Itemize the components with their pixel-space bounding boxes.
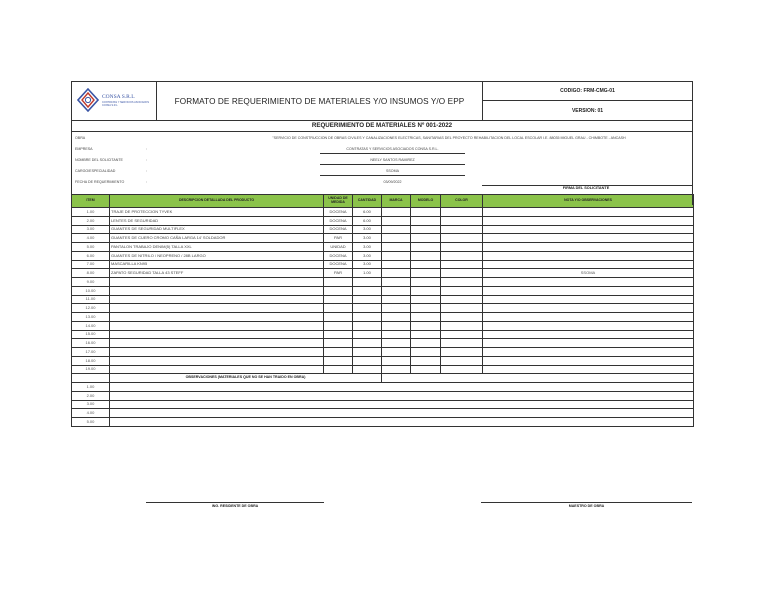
row-unit (324, 321, 353, 330)
fecha-colon: : (146, 180, 147, 184)
row-item: 1.00 (72, 208, 110, 217)
row-description (110, 304, 324, 313)
row-unit (324, 286, 353, 295)
row-description: ZAPATO SEGURIDAD TALLA 43 STEFF (110, 269, 324, 278)
row-brand (382, 251, 411, 260)
row-brand (382, 321, 411, 330)
row-model (411, 251, 441, 260)
row-unit (324, 356, 353, 365)
row-model (411, 348, 441, 357)
row-brand (382, 348, 411, 357)
row-item: 17.00 (72, 348, 110, 357)
row-brand (382, 243, 411, 252)
row-unit (324, 348, 353, 357)
row-description: LENTES DE SEGURIDAD (110, 216, 324, 225)
cargo-underline (320, 175, 465, 176)
logo-company-name: CONSA S.R.L (102, 94, 135, 100)
col-item: ITEM (72, 195, 110, 208)
row-item: 10.00 (72, 286, 110, 295)
row-model (411, 356, 441, 365)
solicitante-underline (320, 164, 465, 165)
row-color (441, 313, 483, 322)
table-row (72, 330, 694, 339)
obs-item: 1.00 (72, 383, 110, 392)
observations-header-row (72, 374, 694, 383)
requirement-form (71, 81, 693, 427)
row-item: 12.00 (72, 304, 110, 313)
row-brand (382, 313, 411, 322)
row-unit: DOCENA (324, 260, 353, 269)
row-brand (382, 304, 411, 313)
row-description (110, 365, 324, 374)
row-brand (382, 330, 411, 339)
row-unit: DOCENA (324, 251, 353, 260)
document-title: FORMATO DE REQUERIMIENTO DE MATERIALES Y/O INSUMOS Y/O EPP (174, 96, 465, 106)
row-model (411, 216, 441, 225)
col-brand: MARCA (382, 195, 411, 208)
empresa-underline (320, 153, 465, 154)
row-unit: DOCENA (324, 208, 353, 217)
row-item: 16.00 (72, 339, 110, 348)
row-unit: DOCENA (324, 225, 353, 234)
row-model (411, 286, 441, 295)
observation-row (72, 409, 694, 418)
row-description: PANTALON TRABAJO DENIM(5) TALLA XXL (110, 243, 324, 252)
row-description (110, 313, 324, 322)
row-brand (382, 365, 411, 374)
row-color (441, 321, 483, 330)
row-color (441, 339, 483, 348)
row-description: TRAJE DE PROTECCION TYVEK (110, 208, 324, 217)
firma-solicitante-label: FIRMA DEL SOLICITANTE (562, 186, 610, 190)
col-quantity: CANTIDAD (353, 195, 382, 208)
row-notes (483, 225, 694, 234)
row-color (441, 216, 483, 225)
table-row (72, 269, 694, 278)
code-box (482, 82, 692, 120)
obra-value: "SERVICIO DE CONSTRUCCION DE OBRAS CIVILES Y CANALIZACIONES ELECTRICAS, SANITARIAS DEL PROYECTO REHABILITACION DEL LOCAL ESCOLAR I.E. 88035 MIGUEL GRAU - CHIMBOTE - ANCASH (272, 136, 626, 140)
row-color (441, 243, 483, 252)
row-item: 18.00 (72, 356, 110, 365)
table-row (72, 365, 694, 374)
row-unit: PAR (324, 269, 353, 278)
document-code: CODIGO: FRM-CMG-01 (483, 82, 692, 101)
signature-maestro: MAESTRO DE OBRA (481, 502, 692, 510)
observations-title: OBSERVACIONES (MATERIALES QUE NO SE HAN TRAIDO EN OBRA) (110, 374, 382, 383)
row-notes (483, 356, 694, 365)
row-unit (324, 295, 353, 304)
observation-row (72, 391, 694, 400)
row-quantity (353, 313, 382, 322)
row-color (441, 278, 483, 287)
row-brand (382, 260, 411, 269)
row-color (441, 295, 483, 304)
row-notes: SSOMA (483, 269, 694, 278)
solicitante-label: NOMBRE DEL SOLICITANTE (75, 158, 123, 162)
row-quantity (353, 356, 382, 365)
row-item: 4.00 (72, 234, 110, 243)
row-description (110, 356, 324, 365)
table-row (72, 260, 694, 269)
row-quantity: 3.00 (353, 243, 382, 252)
col-color: COLOR (441, 195, 483, 208)
row-model (411, 278, 441, 287)
row-model (411, 330, 441, 339)
table-row (72, 304, 694, 313)
row-description (110, 348, 324, 357)
cargo-colon: : (146, 169, 147, 173)
row-notes (483, 313, 694, 322)
row-unit: UNIDAD (324, 243, 353, 252)
row-unit: PAR (324, 234, 353, 243)
obra-row (72, 134, 692, 143)
row-brand (382, 295, 411, 304)
row-model (411, 269, 441, 278)
row-description (110, 286, 324, 295)
row-notes (483, 260, 694, 269)
row-item: 13.00 (72, 313, 110, 322)
row-model (411, 321, 441, 330)
diamond-logo-icon (77, 88, 99, 112)
obs-description (110, 418, 694, 427)
row-notes (483, 304, 694, 313)
row-brand (382, 225, 411, 234)
row-model (411, 313, 441, 322)
solicitante-colon: : (146, 158, 147, 162)
row-notes (483, 278, 694, 287)
obs-description (110, 383, 694, 392)
row-item: 19.00 (72, 365, 110, 374)
fecha-value: 03/09/2022 (383, 180, 402, 184)
row-color (441, 286, 483, 295)
row-color (441, 365, 483, 374)
observation-row (72, 418, 694, 427)
row-brand (382, 234, 411, 243)
row-description (110, 330, 324, 339)
table-row (72, 278, 694, 287)
table-row (72, 295, 694, 304)
row-quantity: 3.00 (353, 251, 382, 260)
row-brand (382, 339, 411, 348)
table-row (72, 225, 694, 234)
row-notes (483, 339, 694, 348)
row-quantity (353, 295, 382, 304)
row-unit (324, 313, 353, 322)
table-row (72, 251, 694, 260)
requirement-number-title: REQUERIMIENTO DE MATERIALES Nº 001-2022 (71, 121, 693, 132)
table-row (72, 356, 694, 365)
table-row (72, 339, 694, 348)
obs-description (110, 409, 694, 418)
row-model (411, 208, 441, 217)
row-quantity: 3.00 (353, 234, 382, 243)
row-quantity (353, 278, 382, 287)
row-unit: DOCENA (324, 216, 353, 225)
obs-item: 5.00 (72, 418, 110, 427)
row-unit (324, 365, 353, 374)
row-description (110, 295, 324, 304)
row-model (411, 234, 441, 243)
row-item: 3.00 (72, 225, 110, 234)
obs-blank (72, 374, 110, 383)
empresa-value: CONTRATAS Y SERVICIOS ASOCIADOS CONSA S.R.L. (346, 147, 439, 151)
row-brand (382, 356, 411, 365)
row-notes (483, 365, 694, 374)
row-notes (483, 348, 694, 357)
logo-company-subtitle: CONTRATAS Y SERVICIOS ASOCIADOS CONSA S.R.L (102, 101, 150, 107)
row-model (411, 365, 441, 374)
form-header (71, 81, 693, 121)
row-model (411, 295, 441, 304)
row-unit (324, 304, 353, 313)
row-brand (382, 208, 411, 217)
col-model: MODELO (411, 195, 441, 208)
row-notes (483, 286, 694, 295)
row-description: GUANTES DE CUERO CROMO CAÑA LARGA 14' SOLDADOR (110, 234, 324, 243)
row-color (441, 304, 483, 313)
row-notes (483, 251, 694, 260)
row-item: 11.00 (72, 295, 110, 304)
request-info (71, 132, 693, 205)
row-quantity: 6.00 (353, 208, 382, 217)
table-row (72, 321, 694, 330)
row-color (441, 225, 483, 234)
col-description: DESCRIPCION DETALLADA DEL PRODUCTO (110, 195, 324, 208)
signature-residente: ING. RESIDENTE DE OBRA (146, 502, 324, 510)
row-notes (483, 243, 694, 252)
cargo-label: CARGO/ESPECIALIDAD (75, 169, 116, 173)
table-row (72, 286, 694, 295)
row-item: 14.00 (72, 321, 110, 330)
row-color (441, 356, 483, 365)
obs-description (110, 391, 694, 400)
row-notes (483, 321, 694, 330)
row-quantity: 3.00 (353, 225, 382, 234)
observation-row (72, 400, 694, 409)
obs-item: 4.00 (72, 409, 110, 418)
row-quantity (353, 286, 382, 295)
company-logo (72, 82, 157, 120)
table-row (72, 208, 694, 217)
row-description (110, 278, 324, 287)
row-notes (483, 216, 694, 225)
row-description (110, 339, 324, 348)
table-row (72, 313, 694, 322)
row-notes (483, 295, 694, 304)
obs-description (110, 400, 694, 409)
row-color (441, 234, 483, 243)
row-item: 9.00 (72, 278, 110, 287)
row-quantity (353, 339, 382, 348)
solicitante-value: NEELY SANTOS RAMIREZ (370, 158, 415, 162)
row-item: 15.00 (72, 330, 110, 339)
row-color (441, 269, 483, 278)
row-quantity (353, 330, 382, 339)
row-color (441, 348, 483, 357)
row-color (441, 251, 483, 260)
row-quantity: 1.00 (353, 269, 382, 278)
row-notes (483, 330, 694, 339)
row-model (411, 225, 441, 234)
row-item: 2.00 (72, 216, 110, 225)
row-color (441, 260, 483, 269)
obs-header-rest (382, 374, 694, 383)
row-quantity: 3.00 (353, 260, 382, 269)
obra-label: OBRA (75, 136, 86, 140)
row-description (110, 321, 324, 330)
table-row (72, 234, 694, 243)
row-unit (324, 339, 353, 348)
obs-item: 2.00 (72, 391, 110, 400)
row-item: 7.00 (72, 260, 110, 269)
empresa-label: EMPRESA (75, 147, 93, 151)
row-brand (382, 286, 411, 295)
row-quantity (353, 304, 382, 313)
row-color (441, 330, 483, 339)
row-description: MASCARILLA KN95 (110, 260, 324, 269)
cargo-value: SSOMA (386, 169, 399, 173)
row-item: 6.00 (72, 251, 110, 260)
row-model (411, 243, 441, 252)
row-brand (382, 269, 411, 278)
row-description: GUANTES DE SEGURIDAD MULTIFLEX (110, 225, 324, 234)
items-table (71, 194, 694, 427)
row-model (411, 260, 441, 269)
obs-item: 3.00 (72, 400, 110, 409)
empresa-colon: : (146, 147, 147, 151)
col-notes: NOTA Y/O OBSERVACIONES (483, 195, 694, 208)
row-quantity (353, 365, 382, 374)
document-version: VERSION: 01 (571, 107, 604, 114)
observation-row (72, 383, 694, 392)
row-quantity: 6.00 (353, 216, 382, 225)
table-row (72, 243, 694, 252)
row-model (411, 304, 441, 313)
table-row (72, 348, 694, 357)
row-item: 8.00 (72, 269, 110, 278)
col-unit: UNIDAD DE MEDIDA (324, 195, 353, 208)
row-brand (382, 216, 411, 225)
row-unit (324, 278, 353, 287)
row-brand (382, 278, 411, 287)
row-quantity (353, 321, 382, 330)
row-model (411, 339, 441, 348)
row-notes (483, 234, 694, 243)
row-unit (324, 330, 353, 339)
row-notes (483, 208, 694, 217)
table-row (72, 216, 694, 225)
fecha-label: FECHA DE REQUERIMIENTO (75, 180, 125, 184)
row-item: 5.00 (72, 243, 110, 252)
row-quantity (353, 348, 382, 357)
row-color (441, 208, 483, 217)
row-description: GUANTES DE NITRILO / NEOPRENO / 28B LARGO (110, 251, 324, 260)
